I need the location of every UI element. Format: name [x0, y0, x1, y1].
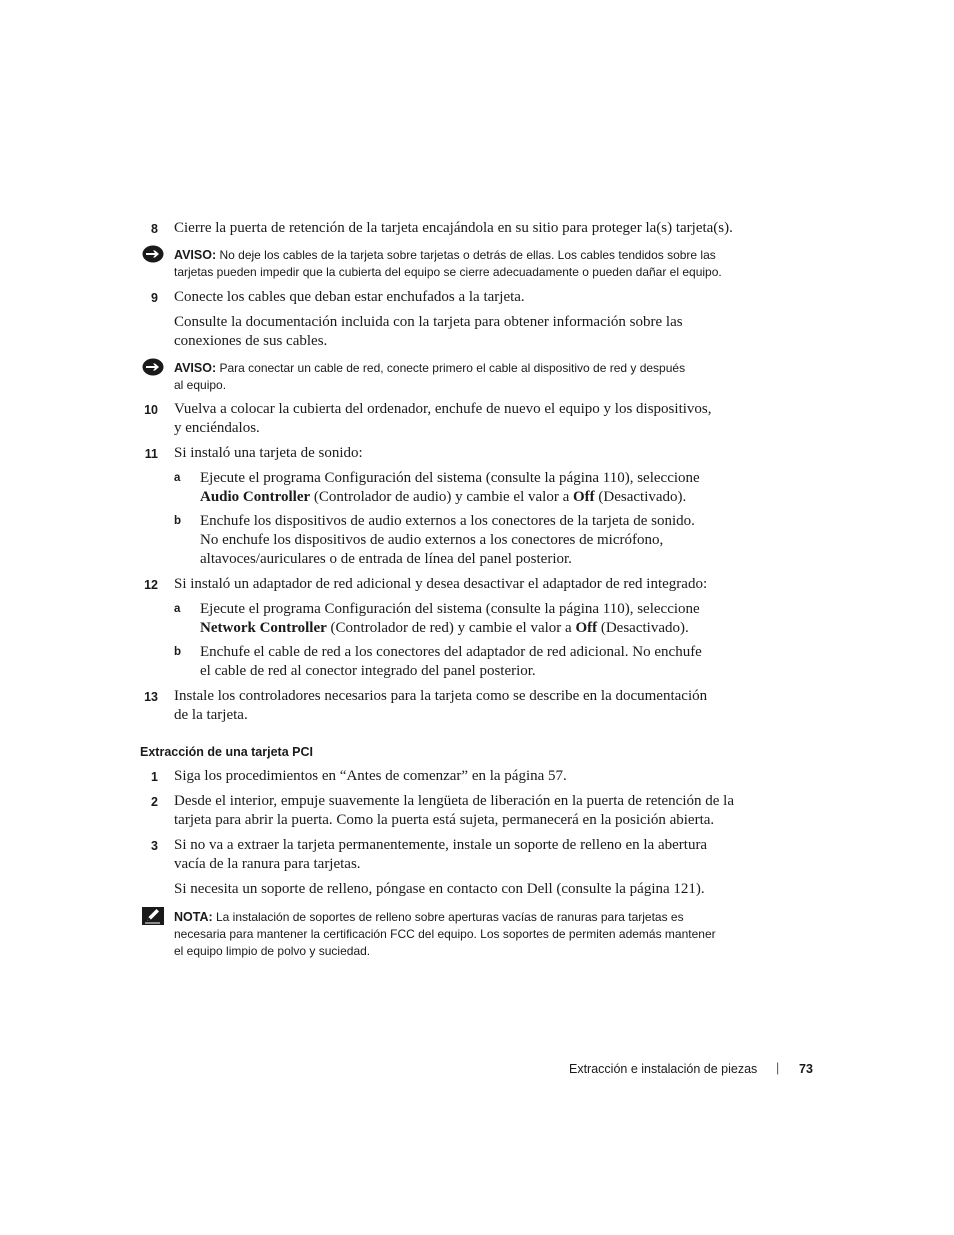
setting-name: Audio Controller: [200, 489, 311, 505]
step-text: Si instaló un adaptador de red adicional y desea desactivar el adaptador de red integrado:: [174, 576, 708, 592]
setting-value: Off: [572, 489, 595, 505]
step-number: 12: [144, 578, 158, 592]
substep-line: No enchufe los dispositivos de audio externos a los conectores de micrófono,: [200, 532, 664, 548]
notice-line: No deje los cables de la tarjeta sobre tarjetas o detrás de ellas. Los cables tendidos sobre las: [216, 248, 716, 262]
step-number: 2: [151, 795, 158, 809]
substep-letter: a: [174, 472, 181, 484]
substep-text: [200, 512, 695, 569]
step-text: [174, 687, 707, 725]
page-number: 73: [799, 1062, 813, 1076]
substep-fragment: (Controlador de red) y cambie el valor a: [326, 620, 576, 636]
setting-name: Network Controller: [200, 620, 327, 636]
note-line: La instalación de soportes de relleno sobre aperturas vacías de ranuras para tarjetas es: [212, 910, 684, 924]
step-paragraph: Si necesita un soporte de relleno, póngase en contacto con Dell (consulte la página 121).: [174, 881, 705, 897]
substep-line: Enchufe los dispositivos de audio externos a los conectores de la tarjeta de sonido.: [200, 513, 695, 529]
notice-hand-icon: [142, 245, 164, 263]
substep-line: [200, 619, 700, 638]
substep-text: [200, 643, 702, 681]
step-text: Si instaló una tarjeta de sonido:: [174, 445, 363, 461]
step-number: 11: [144, 447, 158, 461]
notice-label: AVISO:: [174, 361, 217, 375]
step-line: tarjeta para abrir la puerta. Como la puerta está sujeta, permanecerá en la posición abierta.: [174, 812, 715, 828]
substep-fragment: (Desactivado).: [597, 620, 689, 636]
step-number: 8: [151, 222, 158, 236]
step-text: Siga los procedimientos en “Antes de comenzar” en la página 57.: [174, 768, 567, 784]
step-text: [174, 792, 734, 830]
notice-line: tarjetas pueden impedir que la cubierta del equipo se cierre adecuadamente o pueden dañar el equipo.: [174, 265, 722, 279]
step-number: 3: [151, 839, 158, 853]
step-line: de la tarjeta.: [174, 707, 248, 723]
step-text: Cierre la puerta de retención de la tarjeta encajándola en su sitio para proteger la(s) tarjeta(s).: [174, 220, 733, 236]
step-paragraph: [174, 313, 683, 351]
step-text: [174, 836, 707, 874]
step-line: vacía de la ranura para tarjetas.: [174, 856, 361, 872]
substep-line: Ejecute el programa Configuración del sistema (consulte la página 110), seleccione: [200, 601, 700, 617]
step-number: 9: [151, 291, 158, 305]
footer-title: Extracción e instalación de piezas: [569, 1062, 758, 1076]
note-pencil-icon: [142, 907, 164, 925]
step-line: y enciéndalos.: [174, 420, 260, 436]
note-line: necesaria para mantener la certificación FCC del equipo. Los soportes de permiten además mantener: [174, 927, 716, 941]
substep-line: el cable de red al conector integrado del panel posterior.: [200, 663, 536, 679]
notice-hand-icon: [142, 358, 164, 376]
substep-letter: b: [174, 515, 182, 527]
substep-line: altavoces/auriculares o de entrada de línea del panel posterior.: [200, 551, 572, 567]
paragraph-line: Consulte la documentación incluida con la tarjeta para obtener información sobre las: [174, 314, 683, 330]
note-label: NOTA:: [174, 910, 213, 924]
substep-fragment: (Controlador de audio) y cambie el valor a: [310, 489, 573, 505]
notice-line: al equipo.: [174, 378, 227, 392]
section-heading: Extracción de una tarjeta PCI: [140, 745, 313, 759]
step-line: Vuelva a colocar la cubierta del ordenador, enchufe de nuevo el equipo y los dispositivos,: [174, 401, 712, 417]
substep-fragment: (Desactivado).: [594, 489, 687, 505]
substep-text: [200, 469, 700, 507]
notice-label: AVISO:: [174, 248, 217, 262]
step-line: Si no va a extraer la tarjeta permanentemente, instale un soporte de relleno en la abertura: [174, 837, 708, 853]
note-line: el equipo limpio de polvo y suciedad.: [174, 944, 371, 958]
note-text: [174, 909, 716, 960]
substep-line: Ejecute el programa Configuración del sistema (consulte la página 110), seleccione: [200, 470, 700, 486]
notice-line: Para conectar un cable de red, conecte primero el cable al dispositivo de red y después: [216, 361, 686, 375]
step-line: Desde el interior, empuje suavemente la lengüeta de liberación en la puerta de retención de la: [174, 793, 734, 809]
notice-text: [174, 247, 722, 281]
substep-line: [200, 488, 700, 507]
substep-text: [200, 600, 700, 638]
setting-value: Off: [575, 620, 598, 636]
substep-letter: b: [174, 646, 182, 658]
substep-line: Enchufe el cable de red a los conectores del adaptador de red adicional. No enchufe: [200, 644, 702, 660]
step-line: Instale los controladores necesarios para la tarjeta como se describe en la documentación: [174, 688, 708, 704]
step-text: Conecte los cables que deban estar enchufados a la tarjeta.: [174, 289, 525, 305]
substep-letter: a: [174, 603, 181, 615]
step-text: [174, 400, 712, 438]
step-number: 10: [144, 403, 158, 417]
footer-separator: |: [776, 1061, 780, 1075]
step-number: 1: [151, 770, 158, 784]
notice-text: [174, 360, 685, 394]
step-number: 13: [144, 690, 158, 704]
paragraph-line: conexiones de sus cables.: [174, 333, 328, 349]
